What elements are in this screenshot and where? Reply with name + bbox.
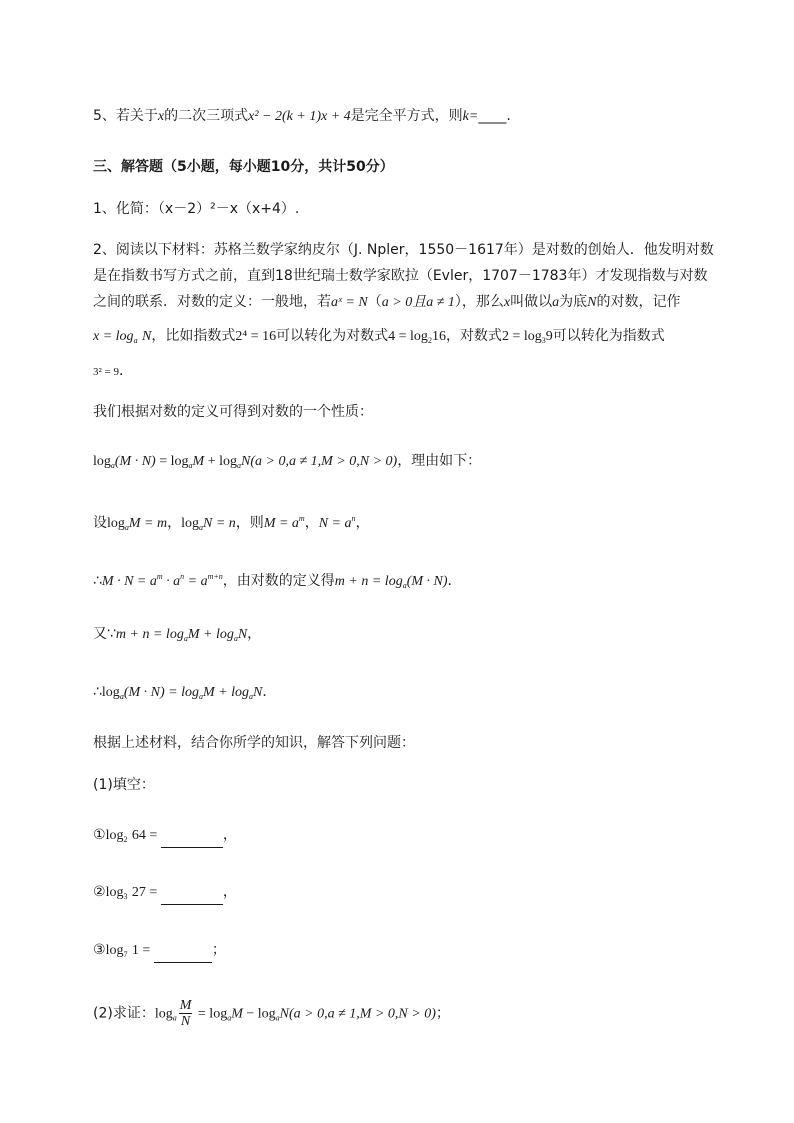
part-2-statement: (2)求证：$\log_a$ $\frac{M}{N}$ = $\log_aM - \log_aN(a > 0,a \ne 1,M > 0,N > 0)$； xyxy=(93,998,450,1029)
proof-line-2: ∴M · $N = a^m \cdot a^n = a^{m+n}$，由对数的定义得$m + n = \log_a(M \cdot N)$． xyxy=(93,572,462,590)
answer-blank[interactable] xyxy=(154,942,212,963)
log-property: $\log_a(M \cdot N) = \log_aM + \log_aN(a > 0,a \ne 1,M > 0,N > 0)$，理由如下： xyxy=(93,453,482,470)
problem-2-line-1: 2、阅读以下材料：苏格兰数学家纳皮尔（J. Npler，1550－1617年）是对数的创始人．他发明对数 xyxy=(93,242,714,258)
part-1-heading: (1)填空： xyxy=(93,777,155,793)
answer-blank[interactable] xyxy=(161,884,223,905)
answer-blank[interactable] xyxy=(161,827,223,848)
problem-2-line-2: 是在指数书写方式之前，直到18世纪瑞士数学家欧拉（Evler，1707－1783年）才发现指数与对数 xyxy=(93,268,708,284)
property-intro: 我们根据对数的定义可得到对数的一个性质： xyxy=(93,404,373,420)
problem-2-line-5: 3² = 9． xyxy=(93,363,134,379)
problem-1: 1、化简：（x－2）²－x（x+4）. xyxy=(93,201,300,217)
question-5: 5、若关于x的二次三项式x² − 2(k + 1)x + 4是完全平方式，则k=____. xyxy=(93,108,511,124)
answer-intro: 根据上述材料，结合你所学的知识，解答下列问题： xyxy=(93,735,415,751)
section-heading: 三、解答题（5小题，每小题10分，共计50分） xyxy=(93,159,394,175)
proof-line-1: 设$\log_aM = m$，$\log_aN = n$，则$M = a^m$，$N = a^n$， xyxy=(93,514,370,532)
proof-line-4: $\therefore\log_a(M \cdot N) = \log_aM + \log_aN$． xyxy=(93,684,277,701)
polynomial-expression: x² − 2(k + 1)x + 4 xyxy=(248,109,351,124)
answer-blank[interactable]: ____ xyxy=(478,108,507,124)
fraction-m-over-n: $\frac{M}{N}$ xyxy=(179,998,192,1029)
problem-2-line-3: 之间的联系．对数的定义：一般地，若aˣ = N（a > 0且a ≠ 1），那么x叫做以a为底N的对数，记作 xyxy=(93,294,681,310)
fill-item-2: $②\log_3$ 27 = ， xyxy=(93,882,754,907)
fill-item-1: $①\log_2$ 64 = ， xyxy=(93,825,754,850)
problem-2-line-4: $x = \log_a N$，比如指数式2⁴ = 16可以转化为对数式$4 = \log_216$，对数式$2 = \log_39$可以转化为指数式 xyxy=(93,328,665,345)
fill-item-3: $③\log_7$ 1 = ； xyxy=(93,940,754,965)
proof-line-3: 又∵m + $n = \log_aM + \log_aN$， xyxy=(93,626,262,643)
